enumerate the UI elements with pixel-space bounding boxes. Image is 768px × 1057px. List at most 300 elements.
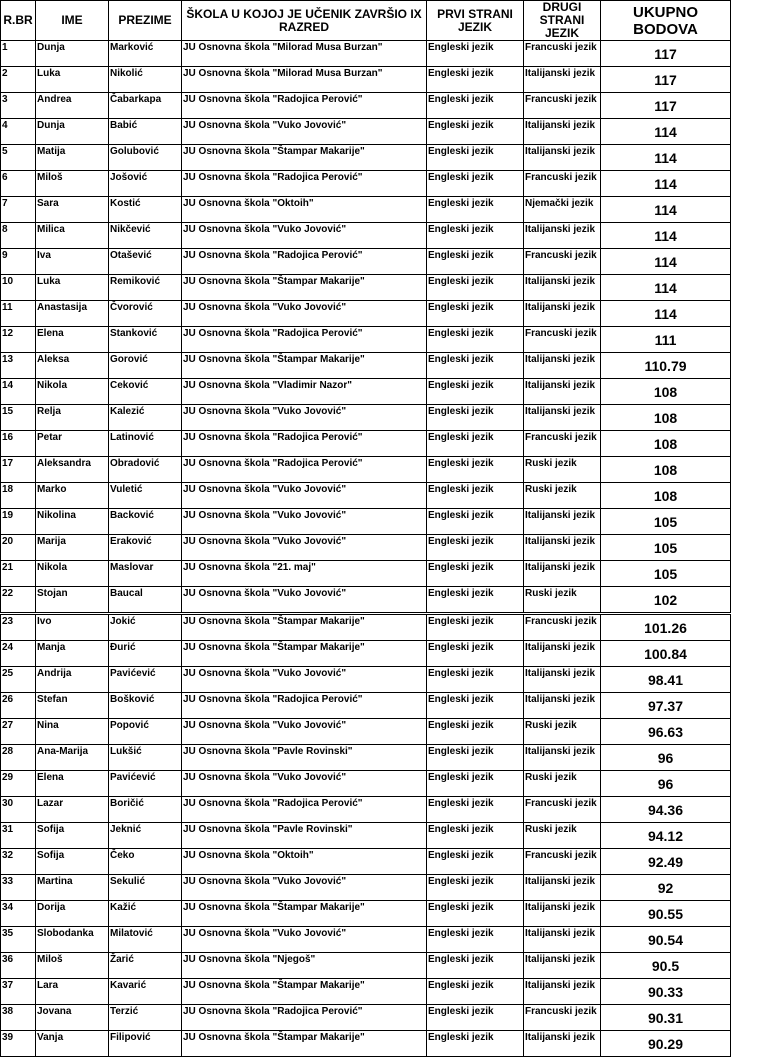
table-row: [1, 979, 731, 1005]
cell-bodovi: 114: [601, 119, 731, 145]
cell-rbr: 19: [1, 509, 36, 535]
cell-ime: Manja: [36, 641, 109, 667]
cell-rbr: 30: [1, 797, 36, 823]
cell-rbr: 33: [1, 875, 36, 901]
table-row: [1, 1005, 731, 1031]
cell-skola: JU Osnovna škola "Vuko Jovović": [182, 587, 427, 614]
cell-ime: Slobodanka: [36, 927, 109, 953]
page-margin: [731, 0, 768, 1024]
cell-prvi-jezik: Engleski jezik: [427, 93, 524, 119]
cell-drugi-jezik: Italijanski jezik: [524, 405, 601, 431]
cell-skola: JU Osnovna škola "21. maj": [182, 561, 427, 587]
cell-prezime: Jošović: [109, 171, 182, 197]
cell-prvi-jezik: Engleski jezik: [427, 431, 524, 457]
cell-prvi-jezik: Engleski jezik: [427, 197, 524, 223]
cell-prezime: Čvorović: [109, 301, 182, 327]
cell-bodovi: 108: [601, 483, 731, 509]
cell-ime: Sofija: [36, 849, 109, 875]
cell-prvi-jezik: Engleski jezik: [427, 119, 524, 145]
cell-rbr: 22: [1, 587, 36, 614]
table-row: [1, 301, 731, 327]
cell-drugi-jezik: Francuski jezik: [524, 327, 601, 353]
table-row: [1, 223, 731, 249]
cell-skola: JU Osnovna škola "Radojica Perović": [182, 797, 427, 823]
cell-prezime: Maslovar: [109, 561, 182, 587]
cell-bodovi: 90.29: [601, 1031, 731, 1057]
cell-bodovi: 105: [601, 509, 731, 535]
header-prezime: PREZIME: [109, 1, 182, 41]
cell-drugi-jezik: Italijanski jezik: [524, 927, 601, 953]
cell-skola: JU Osnovna škola "Vuko Jovović": [182, 405, 427, 431]
cell-drugi-jezik: Italijanski jezik: [524, 979, 601, 1005]
cell-ime: Relja: [36, 405, 109, 431]
cell-drugi-jezik: Ruski jezik: [524, 483, 601, 509]
cell-prezime: Terzić: [109, 1005, 182, 1031]
cell-prvi-jezik: Engleski jezik: [427, 745, 524, 771]
table-row: [1, 614, 731, 641]
cell-prezime: Milatović: [109, 927, 182, 953]
cell-drugi-jezik: Francuski jezik: [524, 849, 601, 875]
cell-prezime: Kostić: [109, 197, 182, 223]
cell-prezime: Čabarkapa: [109, 93, 182, 119]
cell-rbr: 27: [1, 719, 36, 745]
cell-skola: JU Osnovna škola "Radojica Perović": [182, 249, 427, 275]
table-body: [1, 41, 731, 1057]
cell-prezime: Jokić: [109, 614, 182, 641]
cell-rbr: 8: [1, 223, 36, 249]
cell-bodovi: 94.12: [601, 823, 731, 849]
cell-prezime: Gorović: [109, 353, 182, 379]
cell-ime: Marija: [36, 535, 109, 561]
cell-drugi-jezik: Italijanski jezik: [524, 745, 601, 771]
cell-prezime: Čeko: [109, 849, 182, 875]
cell-bodovi: 90.5: [601, 953, 731, 979]
cell-rbr: 15: [1, 405, 36, 431]
table-row: [1, 641, 731, 667]
cell-bodovi: 114: [601, 301, 731, 327]
cell-bodovi: 108: [601, 431, 731, 457]
cell-skola: JU Osnovna škola "Štampar Makarije": [182, 901, 427, 927]
cell-prezime: Babić: [109, 119, 182, 145]
cell-drugi-jezik: Ruski jezik: [524, 457, 601, 483]
table-row: [1, 587, 731, 614]
cell-prvi-jezik: Engleski jezik: [427, 171, 524, 197]
cell-rbr: 28: [1, 745, 36, 771]
cell-prvi-jezik: Engleski jezik: [427, 927, 524, 953]
cell-drugi-jezik: Italijanski jezik: [524, 509, 601, 535]
cell-prezime: Obradović: [109, 457, 182, 483]
cell-drugi-jezik: Italijanski jezik: [524, 119, 601, 145]
cell-ime: Miloš: [36, 171, 109, 197]
cell-skola: JU Osnovna škola "Štampar Makarije": [182, 1031, 427, 1057]
cell-prezime: Pavićević: [109, 667, 182, 693]
cell-rbr: 39: [1, 1031, 36, 1057]
table-row: [1, 953, 731, 979]
cell-prvi-jezik: Engleski jezik: [427, 535, 524, 561]
cell-prvi-jezik: Engleski jezik: [427, 561, 524, 587]
cell-prezime: Nikčević: [109, 223, 182, 249]
cell-bodovi: 105: [601, 561, 731, 587]
cell-prvi-jezik: Engleski jezik: [427, 301, 524, 327]
cell-drugi-jezik: Francuski jezik: [524, 1005, 601, 1031]
cell-skola: JU Osnovna škola "Vuko Jovović": [182, 119, 427, 145]
cell-skola: JU Osnovna škola "Vladimir Nazor": [182, 379, 427, 405]
cell-prvi-jezik: Engleski jezik: [427, 1031, 524, 1057]
table-row: [1, 667, 731, 693]
cell-prezime: Ceković: [109, 379, 182, 405]
cell-bodovi: 114: [601, 145, 731, 171]
cell-ime: Jovana: [36, 1005, 109, 1031]
table-row: [1, 535, 731, 561]
cell-prezime: Marković: [109, 41, 182, 67]
cell-drugi-jezik: Italijanski jezik: [524, 145, 601, 171]
cell-prvi-jezik: Engleski jezik: [427, 693, 524, 719]
cell-bodovi: 117: [601, 41, 731, 67]
cell-skola: JU Osnovna škola "Radojica Perović": [182, 93, 427, 119]
cell-drugi-jezik: Francuski jezik: [524, 249, 601, 275]
cell-rbr: 16: [1, 431, 36, 457]
cell-rbr: 18: [1, 483, 36, 509]
cell-prvi-jezik: Engleski jezik: [427, 1005, 524, 1031]
cell-skola: JU Osnovna škola "Vuko Jovović": [182, 875, 427, 901]
cell-drugi-jezik: Njemački jezik: [524, 197, 601, 223]
cell-bodovi: 96.63: [601, 719, 731, 745]
cell-bodovi: 111: [601, 327, 731, 353]
cell-bodovi: 96: [601, 771, 731, 797]
table-row: [1, 41, 731, 67]
table-row: [1, 119, 731, 145]
cell-bodovi: 110.79: [601, 353, 731, 379]
cell-prvi-jezik: Engleski jezik: [427, 327, 524, 353]
cell-prezime: Filipović: [109, 1031, 182, 1057]
cell-drugi-jezik: Italijanski jezik: [524, 693, 601, 719]
cell-bodovi: 114: [601, 197, 731, 223]
table-row: [1, 353, 731, 379]
cell-drugi-jezik: Italijanski jezik: [524, 301, 601, 327]
cell-ime: Luka: [36, 67, 109, 93]
cell-skola: JU Osnovna škola "Vuko Jovović": [182, 223, 427, 249]
cell-prezime: Jeknić: [109, 823, 182, 849]
cell-rbr: 12: [1, 327, 36, 353]
cell-ime: Milica: [36, 223, 109, 249]
cell-rbr: 26: [1, 693, 36, 719]
table-row: [1, 197, 731, 223]
table-row: [1, 457, 731, 483]
cell-prezime: Backović: [109, 509, 182, 535]
cell-ime: Andrea: [36, 93, 109, 119]
cell-bodovi: 90.33: [601, 979, 731, 1005]
cell-drugi-jezik: Italijanski jezik: [524, 667, 601, 693]
cell-drugi-jezik: Italijanski jezik: [524, 275, 601, 301]
cell-ime: Elena: [36, 771, 109, 797]
table-row: [1, 797, 731, 823]
cell-drugi-jezik: Italijanski jezik: [524, 67, 601, 93]
cell-skola: JU Osnovna škola "Štampar Makarije": [182, 353, 427, 379]
cell-skola: JU Osnovna škola "Radojica Perović": [182, 457, 427, 483]
cell-ime: Anastasija: [36, 301, 109, 327]
cell-skola: JU Osnovna škola "Pavle Rovinski": [182, 823, 427, 849]
cell-prezime: Boričić: [109, 797, 182, 823]
cell-prvi-jezik: Engleski jezik: [427, 405, 524, 431]
table-row: [1, 431, 731, 457]
cell-skola: JU Osnovna škola "Radojica Perović": [182, 431, 427, 457]
cell-skola: JU Osnovna škola "Vuko Jovović": [182, 667, 427, 693]
cell-ime: Dunja: [36, 119, 109, 145]
cell-ime: Sara: [36, 197, 109, 223]
cell-ime: Dorija: [36, 901, 109, 927]
cell-ime: Ana-Marija: [36, 745, 109, 771]
table-row: [1, 745, 731, 771]
cell-drugi-jezik: Italijanski jezik: [524, 641, 601, 667]
cell-ime: Lara: [36, 979, 109, 1005]
cell-bodovi: 101.26: [601, 614, 731, 641]
cell-bodovi: 98.41: [601, 667, 731, 693]
cell-prvi-jezik: Engleski jezik: [427, 719, 524, 745]
cell-prvi-jezik: Engleski jezik: [427, 849, 524, 875]
cell-prvi-jezik: Engleski jezik: [427, 614, 524, 641]
cell-bodovi: 114: [601, 275, 731, 301]
cell-drugi-jezik: Italijanski jezik: [524, 379, 601, 405]
cell-prezime: Otašević: [109, 249, 182, 275]
cell-drugi-jezik: Francuski jezik: [524, 797, 601, 823]
table-row: [1, 275, 731, 301]
cell-rbr: 38: [1, 1005, 36, 1031]
cell-skola: JU Osnovna škola "Radojica Perović": [182, 327, 427, 353]
cell-skola: JU Osnovna škola "Oktoih": [182, 849, 427, 875]
cell-prvi-jezik: Engleski jezik: [427, 901, 524, 927]
cell-prvi-jezik: Engleski jezik: [427, 509, 524, 535]
cell-ime: Nina: [36, 719, 109, 745]
cell-prvi-jezik: Engleski jezik: [427, 979, 524, 1005]
table-row: [1, 693, 731, 719]
cell-prvi-jezik: Engleski jezik: [427, 875, 524, 901]
cell-bodovi: 90.55: [601, 901, 731, 927]
cell-bodovi: 94.36: [601, 797, 731, 823]
cell-rbr: 10: [1, 275, 36, 301]
cell-bodovi: 114: [601, 223, 731, 249]
table-row: [1, 849, 731, 875]
cell-skola: JU Osnovna škola "Štampar Makarije": [182, 145, 427, 171]
cell-skola: JU Osnovna škola "Vuko Jovović": [182, 771, 427, 797]
cell-prezime: Kalezić: [109, 405, 182, 431]
cell-bodovi: 105: [601, 535, 731, 561]
cell-ime: Nikola: [36, 561, 109, 587]
cell-drugi-jezik: Italijanski jezik: [524, 901, 601, 927]
cell-skola: JU Osnovna škola "Vuko Jovović": [182, 483, 427, 509]
cell-prezime: Popović: [109, 719, 182, 745]
cell-prezime: Kažić: [109, 901, 182, 927]
cell-prvi-jezik: Engleski jezik: [427, 953, 524, 979]
cell-prezime: Baucal: [109, 587, 182, 614]
cell-prvi-jezik: Engleski jezik: [427, 797, 524, 823]
cell-drugi-jezik: Ruski jezik: [524, 771, 601, 797]
header-bodovi: UKUPNO BODOVA: [601, 1, 731, 41]
cell-skola: JU Osnovna škola "Radojica Perović": [182, 171, 427, 197]
cell-rbr: 36: [1, 953, 36, 979]
cell-prvi-jezik: Engleski jezik: [427, 41, 524, 67]
cell-prezime: Sekulić: [109, 875, 182, 901]
cell-bodovi: 102: [601, 587, 731, 614]
cell-rbr: 32: [1, 849, 36, 875]
cell-skola: JU Osnovna škola "Štampar Makarije": [182, 614, 427, 641]
cell-prvi-jezik: Engleski jezik: [427, 249, 524, 275]
table-row: [1, 483, 731, 509]
cell-bodovi: 108: [601, 457, 731, 483]
cell-rbr: 11: [1, 301, 36, 327]
cell-bodovi: 114: [601, 171, 731, 197]
cell-rbr: 20: [1, 535, 36, 561]
table-row: [1, 719, 731, 745]
cell-skola: JU Osnovna škola "Radojica Perović": [182, 693, 427, 719]
cell-bodovi: 92: [601, 875, 731, 901]
cell-bodovi: 96: [601, 745, 731, 771]
cell-prezime: Vuletić: [109, 483, 182, 509]
table-row: [1, 509, 731, 535]
cell-rbr: 17: [1, 457, 36, 483]
cell-ime: Nikolina: [36, 509, 109, 535]
table-row: [1, 1031, 731, 1057]
cell-prezime: Golubović: [109, 145, 182, 171]
cell-drugi-jezik: Italijanski jezik: [524, 353, 601, 379]
cell-prezime: Pavićević: [109, 771, 182, 797]
cell-rbr: 5: [1, 145, 36, 171]
cell-skola: JU Osnovna škola "Milorad Musa Burzan": [182, 41, 427, 67]
cell-prvi-jezik: Engleski jezik: [427, 67, 524, 93]
cell-rbr: 35: [1, 927, 36, 953]
cell-ime: Aleksa: [36, 353, 109, 379]
table-row: [1, 823, 731, 849]
cell-prezime: Latinović: [109, 431, 182, 457]
header-prvi-jezik: PRVI STRANI JEZIK: [427, 1, 524, 41]
cell-rbr: 24: [1, 641, 36, 667]
cell-rbr: 31: [1, 823, 36, 849]
cell-skola: JU Osnovna škola "Pavle Rovinski": [182, 745, 427, 771]
cell-drugi-jezik: Francuski jezik: [524, 431, 601, 457]
cell-drugi-jezik: Italijanski jezik: [524, 1031, 601, 1057]
cell-prvi-jezik: Engleski jezik: [427, 275, 524, 301]
table-row: [1, 171, 731, 197]
cell-rbr: 25: [1, 667, 36, 693]
cell-ime: Petar: [36, 431, 109, 457]
cell-ime: Marko: [36, 483, 109, 509]
cell-skola: JU Osnovna škola "Štampar Makarije": [182, 979, 427, 1005]
cell-drugi-jezik: Italijanski jezik: [524, 561, 601, 587]
cell-prezime: Žarić: [109, 953, 182, 979]
table-row: [1, 875, 731, 901]
cell-ime: Martina: [36, 875, 109, 901]
cell-ime: Luka: [36, 275, 109, 301]
cell-prvi-jezik: Engleski jezik: [427, 587, 524, 614]
cell-prezime: Eraković: [109, 535, 182, 561]
cell-ime: Aleksandra: [36, 457, 109, 483]
cell-rbr: 2: [1, 67, 36, 93]
header-ime: IME: [36, 1, 109, 41]
cell-prvi-jezik: Engleski jezik: [427, 379, 524, 405]
header-row: [1, 1, 731, 41]
cell-ime: Ivo: [36, 614, 109, 641]
table-row: [1, 561, 731, 587]
cell-bodovi: 100.84: [601, 641, 731, 667]
cell-bodovi: 92.49: [601, 849, 731, 875]
cell-prezime: Bošković: [109, 693, 182, 719]
cell-prezime: Nikolić: [109, 67, 182, 93]
cell-bodovi: 114: [601, 249, 731, 275]
cell-ime: Stojan: [36, 587, 109, 614]
cell-rbr: 21: [1, 561, 36, 587]
cell-prvi-jezik: Engleski jezik: [427, 483, 524, 509]
header-drugi-jezik: DRUGI STRANI JEZIK: [524, 1, 601, 41]
cell-bodovi: 97.37: [601, 693, 731, 719]
cell-drugi-jezik: Francuski jezik: [524, 41, 601, 67]
table-row: [1, 327, 731, 353]
cell-ime: Nikola: [36, 379, 109, 405]
cell-rbr: 1: [1, 41, 36, 67]
table-row: [1, 901, 731, 927]
header-rbr: R.BR: [1, 1, 36, 41]
table-row: [1, 67, 731, 93]
cell-prvi-jezik: Engleski jezik: [427, 145, 524, 171]
cell-skola: JU Osnovna škola "Radojica Perović": [182, 1005, 427, 1031]
cell-bodovi: 90.54: [601, 927, 731, 953]
cell-rbr: 37: [1, 979, 36, 1005]
cell-ime: Elena: [36, 327, 109, 353]
cell-skola: JU Osnovna škola "Vuko Jovović": [182, 719, 427, 745]
cell-skola: JU Osnovna škola "Štampar Makarije": [182, 275, 427, 301]
cell-skola: JU Osnovna škola "Milorad Musa Burzan": [182, 67, 427, 93]
cell-ime: Iva: [36, 249, 109, 275]
cell-rbr: 9: [1, 249, 36, 275]
cell-rbr: 23: [1, 614, 36, 641]
cell-skola: JU Osnovna škola "Vuko Jovović": [182, 927, 427, 953]
table-row: [1, 93, 731, 119]
cell-skola: JU Osnovna škola "Štampar Makarije": [182, 641, 427, 667]
cell-drugi-jezik: Italijanski jezik: [524, 535, 601, 561]
cell-prezime: Kavarić: [109, 979, 182, 1005]
cell-ime: Miloš: [36, 953, 109, 979]
cell-rbr: 29: [1, 771, 36, 797]
table-row: [1, 379, 731, 405]
cell-bodovi: 108: [601, 379, 731, 405]
cell-drugi-jezik: Francuski jezik: [524, 171, 601, 197]
cell-prvi-jezik: Engleski jezik: [427, 641, 524, 667]
cell-drugi-jezik: Francuski jezik: [524, 93, 601, 119]
cell-rbr: 7: [1, 197, 36, 223]
cell-rbr: 13: [1, 353, 36, 379]
cell-skola: JU Osnovna škola "Njegoš": [182, 953, 427, 979]
cell-skola: JU Osnovna škola "Oktoih": [182, 197, 427, 223]
cell-prezime: Đurić: [109, 641, 182, 667]
cell-ime: Lazar: [36, 797, 109, 823]
header-skola: ŠKOLA U KOJOJ JE UČENIK ZAVRŠIO IX RAZRED: [182, 1, 427, 41]
cell-drugi-jezik: Ruski jezik: [524, 719, 601, 745]
cell-drugi-jezik: Italijanski jezik: [524, 953, 601, 979]
cell-skola: JU Osnovna škola "Vuko Jovović": [182, 509, 427, 535]
cell-bodovi: 90.31: [601, 1005, 731, 1031]
cell-rbr: 6: [1, 171, 36, 197]
cell-bodovi: 117: [601, 67, 731, 93]
table-row: [1, 927, 731, 953]
cell-ime: Sofija: [36, 823, 109, 849]
cell-bodovi: 117: [601, 93, 731, 119]
cell-drugi-jezik: Italijanski jezik: [524, 223, 601, 249]
cell-ime: Andrija: [36, 667, 109, 693]
table-row: [1, 145, 731, 171]
cell-drugi-jezik: Ruski jezik: [524, 823, 601, 849]
cell-prvi-jezik: Engleski jezik: [427, 667, 524, 693]
cell-drugi-jezik: Italijanski jezik: [524, 875, 601, 901]
cell-prvi-jezik: Engleski jezik: [427, 223, 524, 249]
cell-rbr: 14: [1, 379, 36, 405]
